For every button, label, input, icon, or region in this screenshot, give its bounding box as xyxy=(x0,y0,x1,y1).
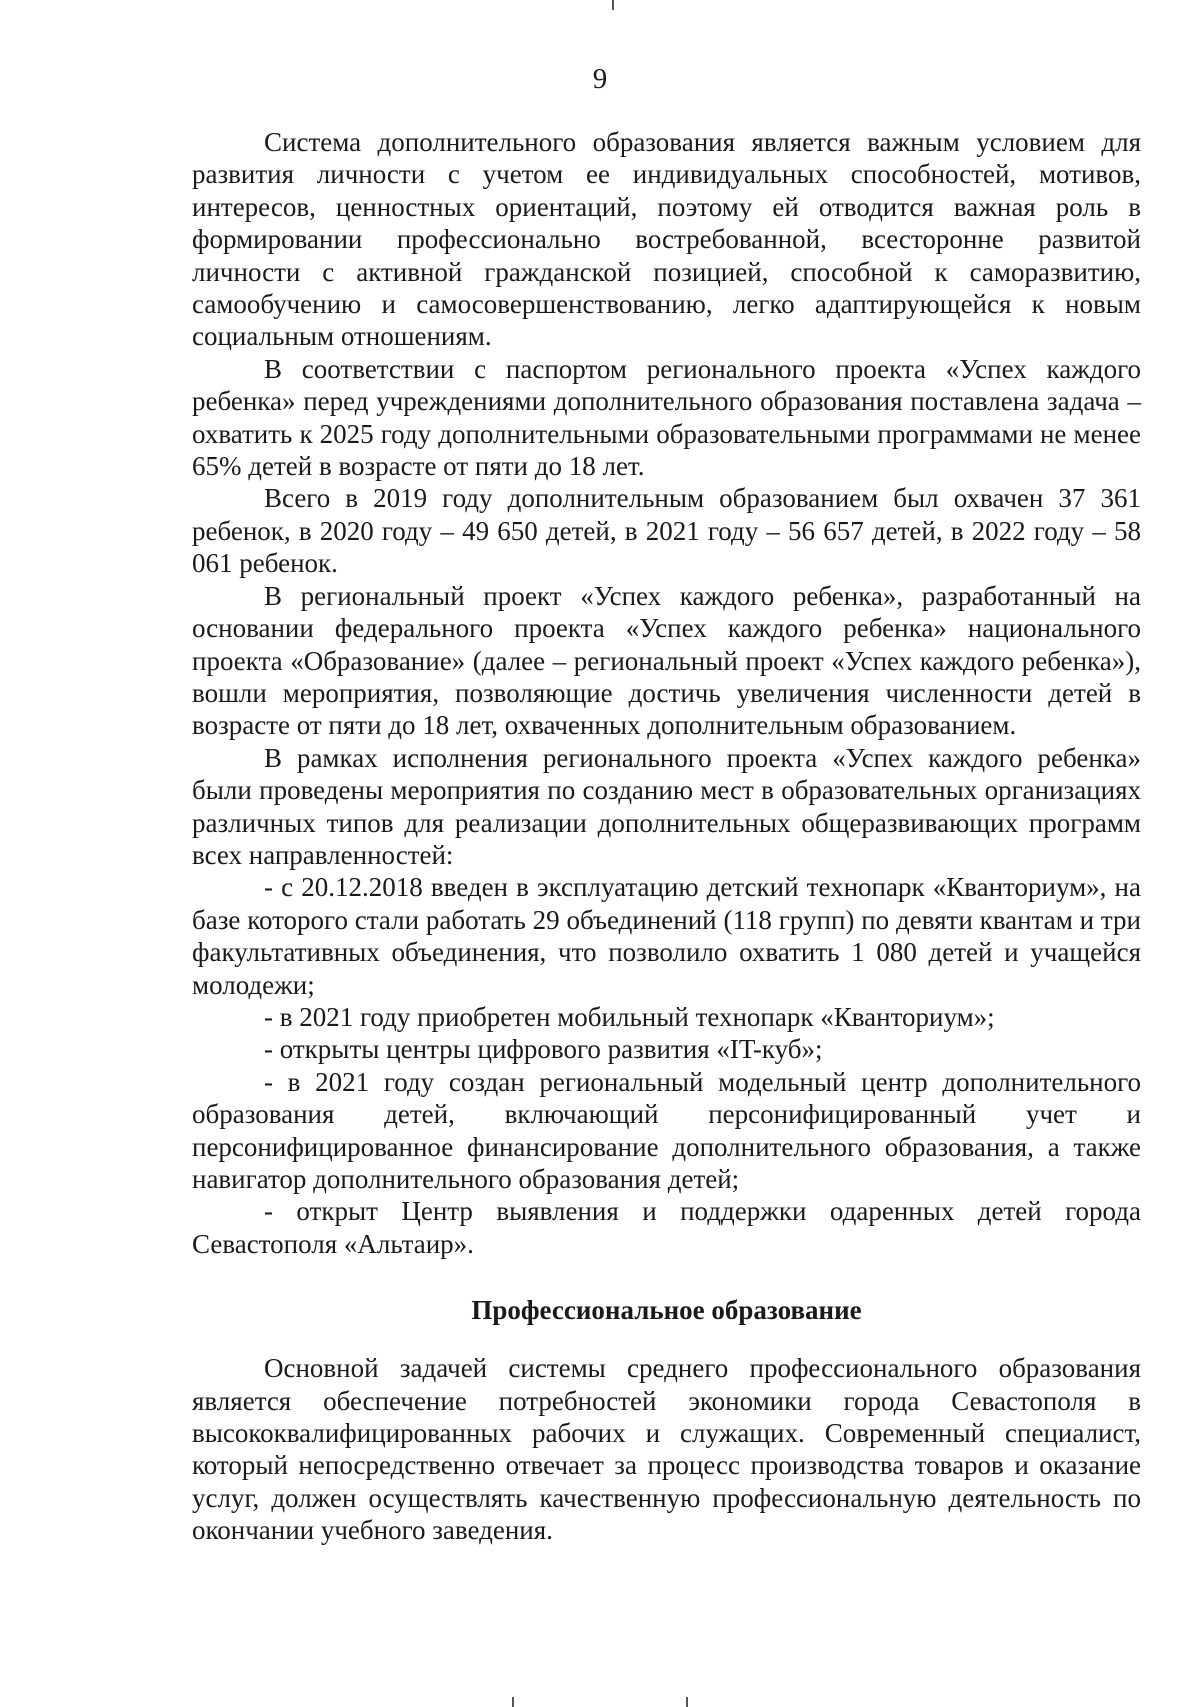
paragraph-professional-education: Основной задачей системы среднего профессионального образования является обеспечение потребностей экономики города Севастополя в высококвалифицированных рабочих и служащих. Современный специалист, который непосредственно отвечает за процесс производства товаров и оказание услуг, должен осуществлять качественную профессиональную деятельность по окончании учебного заведения. xyxy=(192,1353,1141,1546)
paragraph-execution: В рамках исполнения регионального проекта «Успех каждого ребенка» были проведены мероприятия по созданию мест в образовательных организациях различных типов для реализации дополнительных общеразвивающих программ всех направленностей: xyxy=(192,742,1141,870)
scan-mark-bottom-right xyxy=(686,1697,688,1707)
paragraph-passport: В соответствии с паспортом регионального проекта «Успех каждого ребенка» перед учреждениями дополнительного образования поставлена задача – охватить к 2025 году дополнительными образовательными программами не менее 65% детей в возрасте от пяти до 18 лет. xyxy=(192,353,1141,482)
list-item-mobile-technopark: - в 2021 году приобретен мобильный технопарк «Кванториум»; xyxy=(264,1001,995,1032)
list-item-altair: - открыт Центр выявления и поддержки одаренных детей города Севастополя «Альтаир». xyxy=(192,1196,1141,1259)
scan-mark-top xyxy=(612,0,614,10)
paragraph-system: Система дополнительного образования является важным условием для развития личности с учетом ее индивидуальных способностей, мотивов, интересов, ценностных ориентаций, поэтому ей отводится важная роль в формировании профессионально востребованной, всесторонне развитой личности с активной гражданской позицией, способной к саморазвитию, самообучению и самосовершенствованию, легко адаптирующейся к новым социальным отношениям. xyxy=(192,127,1141,352)
scan-mark-bottom-left xyxy=(512,1697,514,1707)
section-heading: Профессиональное образование xyxy=(471,1295,862,1326)
list-item-model-center: - в 2021 году создан региональный модельный центр дополнительного образования детей, включающий персонифицированный учет и персонифицированное финансирование дополнительного образования, а также навигатор дополнительного образования детей; xyxy=(192,1066,1141,1194)
list-item-kvantorium: - с 20.12.2018 введен в эксплуатацию детский технопарк «Кванториум», на базе которого стали работать 29 объединений (118 групп) по девяти квантам и три факультативных объединения, что позволило охватить 1 080 детей и учащейся молодежи; xyxy=(192,872,1141,1000)
document-body xyxy=(192,126,1141,1547)
paragraph-statistics: Всего в 2019 году дополнительным образованием был охвачен 37 361 ребенок, в 2020 году – 49 650 детей, в 2021 году – 56 657 детей, в 2022 году – 58 061 ребенок. xyxy=(192,483,1141,579)
page-number: 9 xyxy=(592,63,608,95)
list-item-it-cube: - открыты центры цифрового развития «IT-куб»; xyxy=(264,1034,823,1065)
paragraph-regional-project: В региональный проект «Успех каждого ребенка», разработанный на основании федерального проекта «Успех каждого ребенка» национального проекта «Образование» (далее – региональный проект «Успех каждого ребенка»), вошли мероприятия, позволяющие достичь увеличения численности детей в возрасте от пяти до 18 лет, охваченных дополнительным образованием. xyxy=(192,580,1141,741)
